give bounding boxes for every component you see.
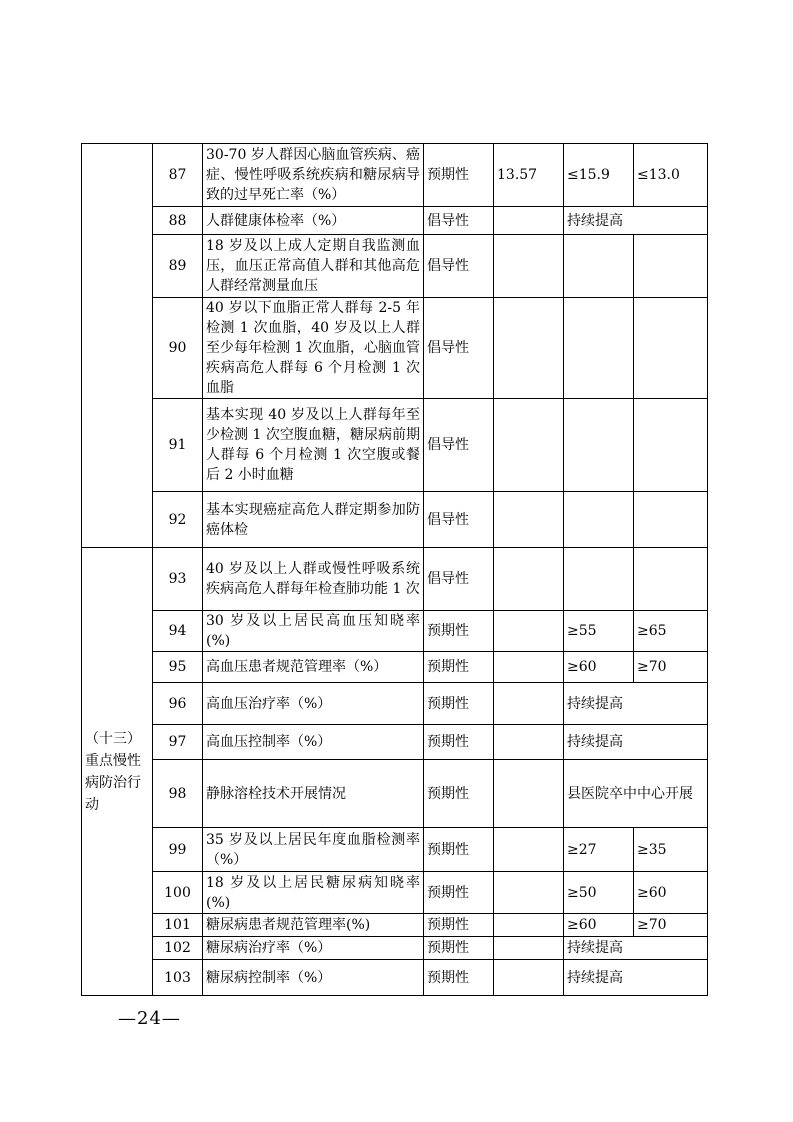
category-cell: （十三）重点慢性病防治行动 [82, 548, 153, 996]
target-2022-cell [564, 298, 634, 399]
table-row [82, 652, 708, 683]
row-number: 99 [153, 828, 203, 872]
indicator-cell: 人群健康体检率（%） [203, 207, 424, 235]
table-row [82, 144, 708, 207]
indicator-cell: 40 岁以下血脂正常人群每 2-5 年检测 1 次血脂，40 岁及以上人群至少每年检测 1 次血脂，心脑血管疾病高危人群每 6 个月检测 1 次血脂 [203, 298, 424, 399]
target-2022-cell: ≥60 [564, 652, 634, 683]
baseline-cell [494, 652, 564, 683]
table-row [82, 235, 708, 298]
baseline-cell [494, 914, 564, 937]
baseline-cell [494, 235, 564, 298]
indicator-cell: 基本实现癌症高危人群定期参加防癌体检 [203, 492, 424, 548]
target-2022-cell: ≤15.9 [564, 144, 634, 207]
indicator-cell: 基本实现 40 岁及以上人群每年至少检测 1 次空腹血糖，糖尿病前期人群每 6 个月检测 1 次空腹或餐后 2 小时血糖 [203, 399, 424, 492]
table-row [82, 611, 708, 652]
row-number: 94 [153, 611, 203, 652]
baseline-cell [494, 207, 564, 235]
indicator-cell: 高血压患者规范管理率（%） [203, 652, 424, 683]
type-cell: 倡导性 [424, 207, 494, 235]
baseline-cell [494, 548, 564, 611]
indicator-cell: 糖尿病患者规范管理率(%) [203, 914, 424, 937]
table-row [82, 298, 708, 399]
target-2030-cell: ≥60 [634, 872, 708, 914]
target-2030-cell [634, 492, 708, 548]
target-2030-cell: ≥70 [634, 914, 708, 937]
baseline-cell [494, 760, 564, 828]
indicator-cell: 40 岁及以上人群或慢性呼吸系统疾病高危人群每年检查肺功能 1 次 [203, 548, 424, 611]
indicator-cell: 高血压控制率（%） [203, 725, 424, 760]
type-cell: 预期性 [424, 937, 494, 960]
baseline-cell [494, 960, 564, 996]
type-cell: 预期性 [424, 652, 494, 683]
baseline-cell [494, 399, 564, 492]
type-cell: 预期性 [424, 144, 494, 207]
type-cell: 预期性 [424, 872, 494, 914]
target-merged-cell: 持续提高 [564, 937, 708, 960]
indicator-cell: 18 岁及以上居民糖尿病知晓率(%) [203, 872, 424, 914]
type-cell: 预期性 [424, 960, 494, 996]
category-cell-previous [82, 144, 153, 548]
baseline-cell [494, 683, 564, 725]
type-cell: 倡导性 [424, 235, 494, 298]
type-cell: 预期性 [424, 725, 494, 760]
table-row [82, 492, 708, 548]
target-2022-cell [564, 235, 634, 298]
target-merged-cell: 持续提高 [564, 960, 708, 996]
indicator-cell: 糖尿病控制率（%） [203, 960, 424, 996]
row-number: 89 [153, 235, 203, 298]
baseline-cell: 13.57 [494, 144, 564, 207]
table-row [82, 960, 708, 996]
target-merged-cell: 持续提高 [564, 207, 708, 235]
target-2022-cell [564, 399, 634, 492]
indicator-cell: 30 岁及以上居民高血压知晓率(%) [203, 611, 424, 652]
type-cell: 倡导性 [424, 399, 494, 492]
target-2022-cell: ≥55 [564, 611, 634, 652]
table-row [82, 207, 708, 235]
row-number: 92 [153, 492, 203, 548]
table-row [82, 760, 708, 828]
row-number: 90 [153, 298, 203, 399]
table-row [82, 937, 708, 960]
row-number: 93 [153, 548, 203, 611]
type-cell: 倡导性 [424, 298, 494, 399]
table-row [82, 399, 708, 492]
indicator-cell: 18 岁及以上成人定期自我监测血压，血压正常高值人群和其他高危人群经常测量血压 [203, 235, 424, 298]
target-2030-cell: ≥65 [634, 611, 708, 652]
row-number: 91 [153, 399, 203, 492]
page-number: —24— [118, 1008, 181, 1029]
type-cell: 预期性 [424, 828, 494, 872]
target-merged-cell: 县医院卒中中心开展 [564, 760, 708, 828]
baseline-cell [494, 725, 564, 760]
target-2030-cell [634, 548, 708, 611]
target-2022-cell [564, 492, 634, 548]
row-number: 100 [153, 872, 203, 914]
row-number: 95 [153, 652, 203, 683]
indicator-table [81, 143, 708, 996]
indicator-cell: 静脉溶栓技术开展情况 [203, 760, 424, 828]
type-cell: 预期性 [424, 914, 494, 937]
target-merged-cell: 持续提高 [564, 725, 708, 760]
indicator-cell: 35 岁及以上居民年度血脂检测率（%） [203, 828, 424, 872]
table-row [82, 683, 708, 725]
target-2022-cell: ≥50 [564, 872, 634, 914]
type-cell: 预期性 [424, 683, 494, 725]
row-number: 101 [153, 914, 203, 937]
target-2030-cell: ≤13.0 [634, 144, 708, 207]
indicator-cell: 糖尿病治疗率（%） [203, 937, 424, 960]
row-number: 96 [153, 683, 203, 725]
type-cell: 预期性 [424, 611, 494, 652]
baseline-cell [494, 872, 564, 914]
baseline-cell [494, 937, 564, 960]
type-cell: 倡导性 [424, 492, 494, 548]
baseline-cell [494, 828, 564, 872]
target-2030-cell [634, 399, 708, 492]
type-cell: 预期性 [424, 760, 494, 828]
table-row [82, 548, 708, 611]
baseline-cell [494, 611, 564, 652]
row-number: 88 [153, 207, 203, 235]
table-row [82, 828, 708, 872]
target-2022-cell [564, 548, 634, 611]
table-row [82, 872, 708, 914]
baseline-cell [494, 298, 564, 399]
row-number: 87 [153, 144, 203, 207]
table-row [82, 725, 708, 760]
target-2022-cell: ≥60 [564, 914, 634, 937]
target-2022-cell: ≥27 [564, 828, 634, 872]
row-number: 103 [153, 960, 203, 996]
indicator-cell: 30-70 岁人群因心脑血管疾病、癌症、慢性呼吸系统疾病和糖尿病导致的过早死亡率（%） [203, 144, 424, 207]
row-number: 102 [153, 937, 203, 960]
target-2030-cell [634, 235, 708, 298]
target-merged-cell: 持续提高 [564, 683, 708, 725]
baseline-cell [494, 492, 564, 548]
row-number: 97 [153, 725, 203, 760]
table-row [82, 914, 708, 937]
target-2030-cell [634, 298, 708, 399]
type-cell: 倡导性 [424, 548, 494, 611]
target-2030-cell: ≥35 [634, 828, 708, 872]
row-number: 98 [153, 760, 203, 828]
target-2030-cell: ≥70 [634, 652, 708, 683]
indicator-cell: 高血压治疗率（%） [203, 683, 424, 725]
